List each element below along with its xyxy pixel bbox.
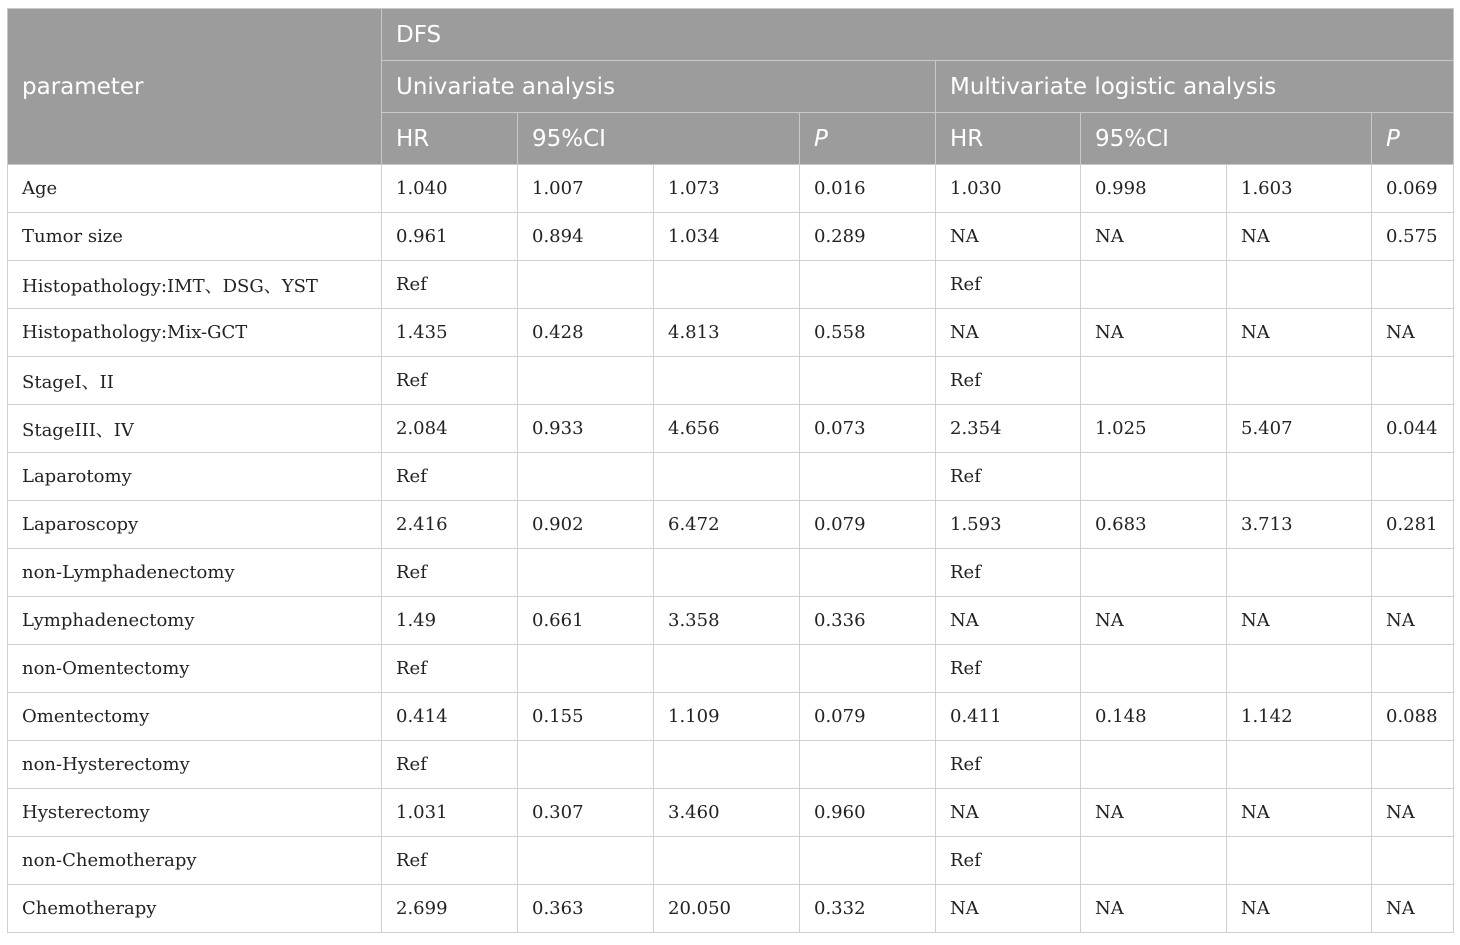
- multivariate-hr-cell: Ref: [936, 549, 1081, 597]
- parameter-cell: non-Hysterectomy: [8, 741, 382, 789]
- multivariate-ci-low-cell: 0.998: [1081, 165, 1227, 213]
- multivariate-p-cell: NA: [1372, 597, 1454, 645]
- univariate-p-cell: [800, 741, 936, 789]
- multivariate-ci-low-cell: [1081, 549, 1227, 597]
- univariate-p-cell: 0.079: [800, 693, 936, 741]
- univariate-ci-low-cell: [518, 357, 654, 405]
- table-row: [8, 501, 1454, 549]
- multivariate-p-cell: [1372, 837, 1454, 885]
- multivariate-hr-cell: 0.411: [936, 693, 1081, 741]
- univariate-hr-cell: 1.040: [382, 165, 518, 213]
- univariate-p-cell: 0.016: [800, 165, 936, 213]
- header-multivariate-p: P: [1372, 113, 1454, 165]
- multivariate-ci-low-cell: 0.148: [1081, 693, 1227, 741]
- parameter-cell: Histopathology:Mix-GCT: [8, 309, 382, 357]
- univariate-ci-low-cell: [518, 837, 654, 885]
- parameter-cell: non-Chemotherapy: [8, 837, 382, 885]
- univariate-ci-low-cell: [518, 741, 654, 789]
- table-row: [8, 549, 1454, 597]
- parameter-cell: StageIII、IV: [8, 405, 382, 453]
- header-parameter: parameter: [8, 9, 382, 165]
- univariate-p-cell: 0.558: [800, 309, 936, 357]
- table-row: [8, 837, 1454, 885]
- univariate-hr-cell: 2.699: [382, 885, 518, 933]
- parameter-cell: non-Lymphadenectomy: [8, 549, 382, 597]
- multivariate-ci-high-cell: 1.142: [1227, 693, 1372, 741]
- table-body: [8, 165, 1454, 933]
- multivariate-hr-cell: Ref: [936, 645, 1081, 693]
- multivariate-ci-high-cell: [1227, 645, 1372, 693]
- multivariate-p-cell: NA: [1372, 309, 1454, 357]
- table-row: [8, 597, 1454, 645]
- multivariate-ci-low-cell: [1081, 741, 1227, 789]
- univariate-ci-low-cell: [518, 645, 654, 693]
- univariate-p-cell: 0.079: [800, 501, 936, 549]
- multivariate-hr-cell: NA: [936, 789, 1081, 837]
- table-row: [8, 693, 1454, 741]
- multivariate-ci-high-cell: [1227, 357, 1372, 405]
- multivariate-hr-cell: NA: [936, 597, 1081, 645]
- multivariate-ci-high-cell: NA: [1227, 597, 1372, 645]
- univariate-hr-cell: 0.414: [382, 693, 518, 741]
- table-row: [8, 261, 1454, 309]
- multivariate-p-cell: 0.069: [1372, 165, 1454, 213]
- multivariate-ci-high-cell: 1.603: [1227, 165, 1372, 213]
- univariate-hr-cell: 1.49: [382, 597, 518, 645]
- univariate-ci-high-cell: [654, 645, 800, 693]
- multivariate-ci-low-cell: NA: [1081, 309, 1227, 357]
- multivariate-ci-high-cell: 3.713: [1227, 501, 1372, 549]
- table-row: [8, 165, 1454, 213]
- multivariate-p-cell: [1372, 357, 1454, 405]
- multivariate-ci-low-cell: NA: [1081, 789, 1227, 837]
- table-row: [8, 645, 1454, 693]
- univariate-p-cell: [800, 453, 936, 501]
- multivariate-ci-low-cell: [1081, 837, 1227, 885]
- multivariate-hr-cell: Ref: [936, 261, 1081, 309]
- dfs-table: [7, 8, 1454, 933]
- multivariate-ci-low-cell: NA: [1081, 885, 1227, 933]
- header-univariate: Univariate analysis: [382, 61, 936, 113]
- multivariate-ci-high-cell: [1227, 741, 1372, 789]
- multivariate-p-cell: 0.281: [1372, 501, 1454, 549]
- multivariate-ci-low-cell: [1081, 453, 1227, 501]
- univariate-p-cell: 0.289: [800, 213, 936, 261]
- univariate-hr-cell: Ref: [382, 837, 518, 885]
- univariate-p-cell: [800, 261, 936, 309]
- parameter-cell: StageI、II: [8, 357, 382, 405]
- multivariate-hr-cell: NA: [936, 885, 1081, 933]
- univariate-ci-low-cell: 0.933: [518, 405, 654, 453]
- univariate-ci-low-cell: 0.363: [518, 885, 654, 933]
- parameter-cell: non-Omentectomy: [8, 645, 382, 693]
- header-dfs: DFS: [382, 9, 1454, 61]
- univariate-p-cell: [800, 837, 936, 885]
- univariate-p-cell: [800, 549, 936, 597]
- parameter-cell: Chemotherapy: [8, 885, 382, 933]
- header-multivariate: Multivariate logistic analysis: [936, 61, 1454, 113]
- multivariate-hr-cell: NA: [936, 309, 1081, 357]
- multivariate-hr-cell: 2.354: [936, 405, 1081, 453]
- header-univariate-hr: HR: [382, 113, 518, 165]
- univariate-ci-high-cell: 1.073: [654, 165, 800, 213]
- multivariate-ci-high-cell: NA: [1227, 789, 1372, 837]
- multivariate-p-cell: [1372, 741, 1454, 789]
- univariate-hr-cell: 1.031: [382, 789, 518, 837]
- header-multivariate-hr: HR: [936, 113, 1081, 165]
- header-univariate-ci: 95%CI: [518, 113, 800, 165]
- univariate-ci-high-cell: [654, 453, 800, 501]
- table-row: [8, 357, 1454, 405]
- multivariate-ci-high-cell: [1227, 837, 1372, 885]
- header-multivariate-ci: 95%CI: [1081, 113, 1372, 165]
- univariate-ci-low-cell: 0.428: [518, 309, 654, 357]
- table-row: [8, 789, 1454, 837]
- univariate-hr-cell: Ref: [382, 741, 518, 789]
- multivariate-hr-cell: Ref: [936, 453, 1081, 501]
- multivariate-ci-high-cell: NA: [1227, 885, 1372, 933]
- multivariate-ci-high-cell: 5.407: [1227, 405, 1372, 453]
- multivariate-ci-low-cell: NA: [1081, 597, 1227, 645]
- univariate-ci-high-cell: [654, 549, 800, 597]
- table-row: [8, 405, 1454, 453]
- parameter-cell: Laparoscopy: [8, 501, 382, 549]
- univariate-ci-low-cell: [518, 261, 654, 309]
- multivariate-ci-low-cell: [1081, 357, 1227, 405]
- univariate-ci-high-cell: [654, 261, 800, 309]
- multivariate-hr-cell: NA: [936, 213, 1081, 261]
- univariate-hr-cell: Ref: [382, 645, 518, 693]
- multivariate-ci-low-cell: 1.025: [1081, 405, 1227, 453]
- univariate-ci-low-cell: 0.155: [518, 693, 654, 741]
- table-row: [8, 885, 1454, 933]
- multivariate-hr-cell: Ref: [936, 741, 1081, 789]
- multivariate-ci-low-cell: NA: [1081, 213, 1227, 261]
- table-row: [8, 213, 1454, 261]
- multivariate-ci-low-cell: 0.683: [1081, 501, 1227, 549]
- parameter-cell: Age: [8, 165, 382, 213]
- univariate-ci-low-cell: 0.661: [518, 597, 654, 645]
- table-row: [8, 309, 1454, 357]
- univariate-ci-high-cell: 3.358: [654, 597, 800, 645]
- parameter-cell: Laparotomy: [8, 453, 382, 501]
- univariate-ci-high-cell: 4.656: [654, 405, 800, 453]
- univariate-ci-low-cell: 0.894: [518, 213, 654, 261]
- univariate-hr-cell: Ref: [382, 453, 518, 501]
- univariate-ci-low-cell: [518, 549, 654, 597]
- multivariate-p-cell: 0.575: [1372, 213, 1454, 261]
- multivariate-hr-cell: 1.030: [936, 165, 1081, 213]
- univariate-p-cell: 0.073: [800, 405, 936, 453]
- univariate-ci-high-cell: [654, 837, 800, 885]
- table-row: [8, 453, 1454, 501]
- table-row: [8, 741, 1454, 789]
- univariate-ci-high-cell: 20.050: [654, 885, 800, 933]
- univariate-p-cell: 0.960: [800, 789, 936, 837]
- header-row-1: [8, 9, 1454, 61]
- multivariate-p-cell: NA: [1372, 789, 1454, 837]
- univariate-ci-high-cell: 1.109: [654, 693, 800, 741]
- univariate-p-cell: 0.336: [800, 597, 936, 645]
- header-univariate-p: P: [800, 113, 936, 165]
- multivariate-ci-high-cell: [1227, 453, 1372, 501]
- parameter-cell: Tumor size: [8, 213, 382, 261]
- multivariate-p-cell: [1372, 453, 1454, 501]
- multivariate-hr-cell: Ref: [936, 357, 1081, 405]
- univariate-hr-cell: Ref: [382, 261, 518, 309]
- univariate-hr-cell: Ref: [382, 357, 518, 405]
- univariate-ci-high-cell: 1.034: [654, 213, 800, 261]
- multivariate-p-cell: [1372, 645, 1454, 693]
- univariate-hr-cell: 2.084: [382, 405, 518, 453]
- univariate-ci-high-cell: 3.460: [654, 789, 800, 837]
- multivariate-ci-low-cell: [1081, 261, 1227, 309]
- univariate-ci-low-cell: [518, 453, 654, 501]
- multivariate-p-cell: NA: [1372, 885, 1454, 933]
- univariate-hr-cell: Ref: [382, 549, 518, 597]
- multivariate-ci-high-cell: [1227, 549, 1372, 597]
- multivariate-hr-cell: 1.593: [936, 501, 1081, 549]
- parameter-cell: Hysterectomy: [8, 789, 382, 837]
- univariate-ci-low-cell: 1.007: [518, 165, 654, 213]
- parameter-cell: Lymphadenectomy: [8, 597, 382, 645]
- univariate-ci-high-cell: 6.472: [654, 501, 800, 549]
- multivariate-p-cell: [1372, 549, 1454, 597]
- multivariate-hr-cell: Ref: [936, 837, 1081, 885]
- multivariate-p-cell: 0.044: [1372, 405, 1454, 453]
- univariate-ci-high-cell: [654, 357, 800, 405]
- univariate-hr-cell: 1.435: [382, 309, 518, 357]
- multivariate-ci-high-cell: NA: [1227, 309, 1372, 357]
- univariate-p-cell: 0.332: [800, 885, 936, 933]
- multivariate-ci-low-cell: [1081, 645, 1227, 693]
- univariate-hr-cell: 2.416: [382, 501, 518, 549]
- univariate-ci-low-cell: 0.307: [518, 789, 654, 837]
- univariate-p-cell: [800, 357, 936, 405]
- multivariate-p-cell: [1372, 261, 1454, 309]
- univariate-ci-low-cell: 0.902: [518, 501, 654, 549]
- univariate-ci-high-cell: [654, 741, 800, 789]
- multivariate-p-cell: 0.088: [1372, 693, 1454, 741]
- multivariate-ci-high-cell: NA: [1227, 213, 1372, 261]
- parameter-cell: Omentectomy: [8, 693, 382, 741]
- univariate-hr-cell: 0.961: [382, 213, 518, 261]
- univariate-p-cell: [800, 645, 936, 693]
- parameter-cell: Histopathology:IMT、DSG、YST: [8, 261, 382, 309]
- univariate-ci-high-cell: 4.813: [654, 309, 800, 357]
- multivariate-ci-high-cell: [1227, 261, 1372, 309]
- table-header: [8, 9, 1454, 165]
